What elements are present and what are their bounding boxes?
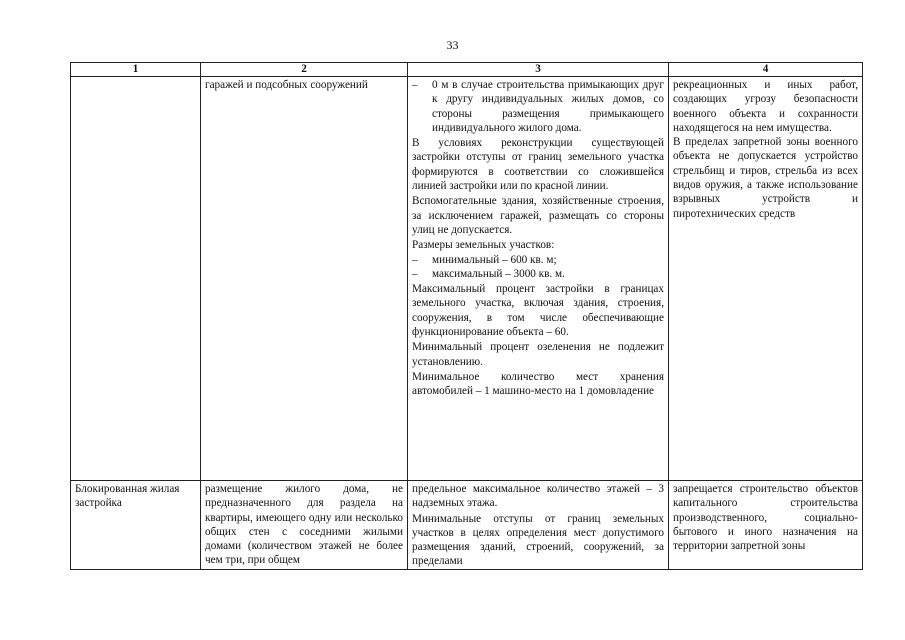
header-col-4: 4 [669, 63, 863, 77]
cell-content [412, 482, 664, 568]
row1-col3 [408, 77, 669, 481]
header-col-2: 2 [201, 63, 408, 77]
dash-marker: – [412, 253, 418, 266]
cell-content: размещение жилого дома, не предназначенного для раздела на квартиры, имеющего одну или несколько общих стен с соседними жилыми домами (количеством этажей не более чем три, при общем [205, 483, 403, 567]
regulations-table [70, 62, 863, 570]
row2-col1 [71, 481, 201, 570]
paragraph-min-green: Минимальный процент озеленения не подлежит установлению. [412, 341, 664, 368]
paragraph-auxiliary: Вспомогательные здания, хозяйственные строения, за исключением гаражей, размещать со стороны улиц не допускается. [412, 195, 664, 236]
row2-col4 [669, 481, 863, 570]
bullet-text: 0 м в случае строительства примыкающих друг к другу индивидуальных жилых домов, со стороны размещения примыкающего индивидуального жилого дома. [432, 79, 664, 134]
row1-col2: гаражей и подсобных сооружений [201, 77, 408, 481]
dash-marker: – [412, 267, 418, 280]
table-row [71, 481, 863, 570]
dash-marker: – [412, 79, 418, 91]
cell-content: Блокированная жилая застройка [75, 483, 180, 510]
row2-col2 [201, 481, 408, 570]
paragraph-works: рекреационных и иных работ, создающих угрозу безопасности военного объекта и сохранности находящегося на нем имущества. [673, 79, 858, 134]
row2-col3 [408, 481, 669, 570]
paragraph-offsets: Минимальные отступы от границ земельных участков в целях определения мест допустимого размещения зданий, строений, сооружений, за пределами [412, 512, 664, 568]
header-col-1: 1 [71, 63, 201, 77]
table-header-row [71, 63, 863, 77]
bullet-item [412, 253, 664, 267]
cell-content: запрещается строительство объектов капитального строительства производственного, социально-бытового и иного назначения на территории запретной зоны [673, 483, 858, 553]
paragraph-restricted-zone: В пределах запретной зоны военного объекта не допускается устройство стрельбищ и тиров, стрельба из всех видов оружия, а также использование взрывных устройств и пиротехнических средств [673, 136, 858, 220]
row1-col4 [669, 77, 863, 481]
bullet-item [412, 267, 664, 281]
row1-col1 [71, 77, 201, 481]
paragraph-reconstruction: В условиях реконструкции существующей застройки отступы от границ земельного участка формируются в соответствии со сложившейся линией застройки или по красной линии. [412, 137, 664, 193]
paragraph-floors: предельное максимальное количество этажей – 3 надземных этажа. [412, 483, 664, 510]
table-row [71, 77, 863, 481]
paragraph-sizes-title: Размеры земельных участков: [412, 239, 555, 252]
bullet-text: максимальный – 3000 кв. м. [432, 267, 565, 280]
paragraph-max-percent: Максимальный процент застройки в границах земельного участка, включая здания, строения, сооружения, в том числе обеспечивающие функционирование объекта – 60. [412, 283, 664, 339]
bullet-text: минимальный – 600 кв. м; [432, 253, 557, 266]
bullet-item [412, 78, 664, 135]
paragraph-parking: Минимальное количество мест хранения автомобилей – 1 машино-место на 1 домовладение [412, 370, 664, 398]
header-col-3: 3 [408, 63, 669, 77]
page-number: 33 [446, 38, 459, 52]
